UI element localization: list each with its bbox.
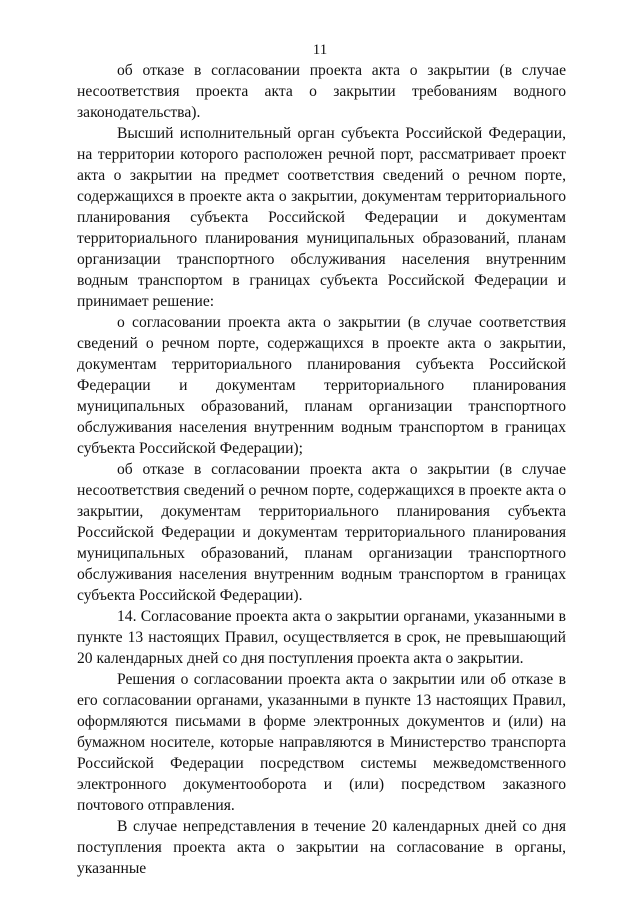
paragraph-approval-case: о согласовании проекта акта о закрытии (в случае соответствия сведений о речном порте, содержащихся в проекте акта о закрытии, документам территориального планирования субъекта Российской Федерации и документам территориального планирования муниципальных образований, планам организации транспортного обслуживания населения внутренним водным транспортом в границах субъекта Российской Федерации); — [77, 314, 566, 457]
paragraph-refusal-case: об отказе в согласовании проекта акта о закрытии (в случае несоответствия сведений о речном порте, содержащихся в проекте акта о закрытии, документам территориального планирования субъекта Российской Федерации и документам территориального планирования муниципальных образований, планам организации транспортного обслуживания населения внутренним водным транспортом в границах субъекта Российской Федерации). — [77, 461, 566, 604]
paragraph-regional-executive-review: Высший исполнительный орган субъекта Российской Федерации, на территории которого расположен речной порт, рассматривает проект акта о закрытии на предмет соответствия сведений о речном порте, содержащихся в проекте акта о закрытии, документам территориального планирования субъекта Российской Федерации и документам территориального планирования муниципальных образований, планам организации транспортного обслуживания населения внутренним водным транспортом в границах субъекта Российской Федерации и принимает решение: — [77, 125, 566, 310]
document-body — [77, 60, 566, 879]
page-number: 11 — [312, 42, 328, 58]
paragraph-decisions-format: Решения о согласовании проекта акта о закрытии или об отказе в его согласовании органами, указанными в пункте 13 настоящих Правил, оформляются письмами в форме электронных документов и (или) на бумажном носителе, которые направляются в Министерство транспорта Российской Федерации посредством системы межведомственного электронного документооборота и (или) посредством заказного почтового отправления. — [77, 671, 566, 814]
paragraph-non-submission: В случае непредставления в течение 20 календарных дней со дня поступления проекта акта о закрытии на согласование в органы, указанные — [77, 818, 566, 877]
paragraph-item-14: 14. Согласование проекта акта о закрытии органами, указанными в пункте 13 настоящих Правил, осуществляется в срок, не превышающий 20 календарных дней со дня поступления проекта акта о закрытии. — [77, 608, 566, 667]
paragraph-refusal-water-law: об отказе в согласовании проекта акта о закрытии (в случае несоответствия проекта акта о закрытии требованиям водного законодательства). — [77, 62, 566, 121]
